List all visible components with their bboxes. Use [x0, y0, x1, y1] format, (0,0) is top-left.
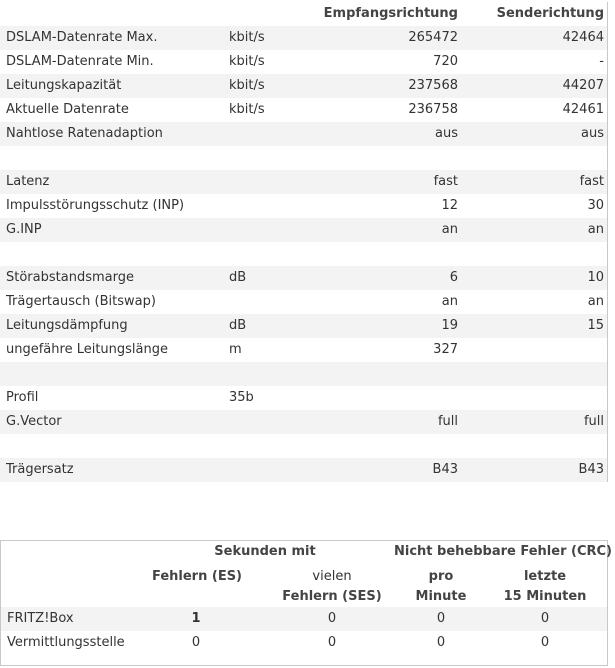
row-unit: m [229, 342, 242, 357]
row-upstream-value: 44207 [562, 78, 604, 93]
row-downstream-value: 12 [441, 198, 458, 213]
row-upstream-value: 15 [587, 318, 604, 333]
row-label: DSLAM-Datenrate Min. [6, 54, 154, 69]
line-table-row [0, 266, 607, 290]
row-upstream-value: an [587, 294, 604, 309]
header-downstream: Empfangsrichtung [323, 6, 458, 21]
line-table-row [0, 26, 607, 50]
row-label: Vermittlungsstelle [7, 635, 125, 650]
row-upstream-value: - [599, 54, 604, 69]
value-es: 1 [191, 611, 201, 626]
line-table-row [0, 194, 607, 218]
row-upstream-value: fast [579, 174, 604, 189]
row-upstream-value: 10 [587, 270, 604, 285]
row-downstream-value: 327 [433, 342, 458, 357]
line-table-spacer-row [0, 242, 607, 266]
line-table-spacer-row [0, 362, 607, 386]
row-upstream-value: full [583, 414, 604, 429]
row-downstream-value: full [437, 414, 458, 429]
row-label: Trägersatz [6, 462, 74, 477]
line-table-row [0, 218, 607, 242]
row-label: Profil [6, 390, 39, 405]
row-downstream-value: 237568 [408, 78, 458, 93]
value-crc-last-15: 0 [540, 611, 550, 626]
row-upstream-value: 42464 [562, 30, 604, 45]
row-label: Nahtlose Ratenadaption [6, 126, 163, 141]
row-downstream-value: 236758 [408, 102, 458, 117]
group-crc: Nicht behebbare Fehler (CRC) [394, 544, 612, 559]
row-label: FRITZ!Box [7, 611, 74, 626]
row-unit: dB [229, 318, 247, 333]
line-table-row [0, 98, 607, 122]
row-unit: 35b [229, 390, 254, 405]
row-upstream-value: an [587, 222, 604, 237]
row-label: Latenz [6, 174, 50, 189]
value-crc-last-15: 0 [540, 635, 550, 650]
sub-per-minute: pro Minute [415, 569, 467, 604]
dsl-line-table [0, 2, 608, 482]
error-row-vermittlungsstelle [1, 631, 607, 655]
row-label: Trägertausch (Bitswap) [6, 294, 156, 309]
value-es: 0 [191, 635, 201, 650]
row-downstream-value: an [441, 222, 458, 237]
line-table-row [0, 386, 607, 410]
row-downstream-value: 19 [441, 318, 458, 333]
error-row-fritzbox [1, 607, 607, 631]
row-label: DSLAM-Datenrate Max. [6, 30, 158, 45]
line-table-row [0, 458, 607, 482]
sub-es: Fehlern (ES) [151, 569, 243, 584]
row-label: G.INP [6, 222, 42, 237]
row-upstream-value: 42461 [562, 102, 604, 117]
line-table-row [0, 50, 607, 74]
sub-last-15-minutes: letzte 15 Minuten [503, 569, 587, 604]
row-upstream-value: 30 [587, 198, 604, 213]
value-crc-per-minute: 0 [436, 635, 446, 650]
row-label: Leitungsdämpfung [6, 318, 128, 333]
error-table-header [1, 541, 612, 607]
row-label: Impulsstörungsschutz (INP) [6, 198, 185, 213]
line-table-row [0, 74, 607, 98]
line-table-row [0, 410, 607, 434]
value-ses: 0 [327, 611, 337, 626]
row-label: Aktuelle Datenrate [6, 102, 129, 117]
line-table-row [0, 170, 607, 194]
header-upstream: Senderichtung [496, 6, 604, 21]
group-seconds-with: Sekunden mit [214, 544, 316, 559]
row-upstream-value: aus [581, 126, 604, 141]
row-unit: kbit/s [229, 54, 265, 69]
row-unit: kbit/s [229, 30, 265, 45]
row-upstream-value: B43 [578, 462, 604, 477]
row-label: Leitungskapazität [6, 78, 122, 93]
line-table-row [0, 122, 607, 146]
row-unit: kbit/s [229, 78, 265, 93]
row-label: Störabstandsmarge [6, 270, 134, 285]
row-unit: kbit/s [229, 102, 265, 117]
row-downstream-value: 720 [433, 54, 458, 69]
line-table-spacer-row [0, 146, 607, 170]
row-downstream-value: 6 [449, 270, 458, 285]
row-label: G.Vector [6, 414, 62, 429]
sub-ses: vielen Fehlern (SES) [282, 569, 382, 604]
value-ses: 0 [327, 635, 337, 650]
row-downstream-value: 265472 [408, 30, 458, 45]
row-downstream-value: aus [435, 126, 458, 141]
line-table-row [0, 290, 607, 314]
row-downstream-value: B43 [432, 462, 458, 477]
error-table [0, 540, 612, 666]
line-table-header [0, 2, 607, 26]
value-crc-per-minute: 0 [436, 611, 446, 626]
row-downstream-value: fast [433, 174, 458, 189]
line-table-row [0, 338, 607, 362]
row-unit: dB [229, 270, 247, 285]
line-table-spacer-row [0, 434, 607, 458]
row-downstream-value: an [441, 294, 458, 309]
row-label: ungefähre Leitungslänge [6, 342, 168, 357]
line-table-row [0, 314, 607, 338]
